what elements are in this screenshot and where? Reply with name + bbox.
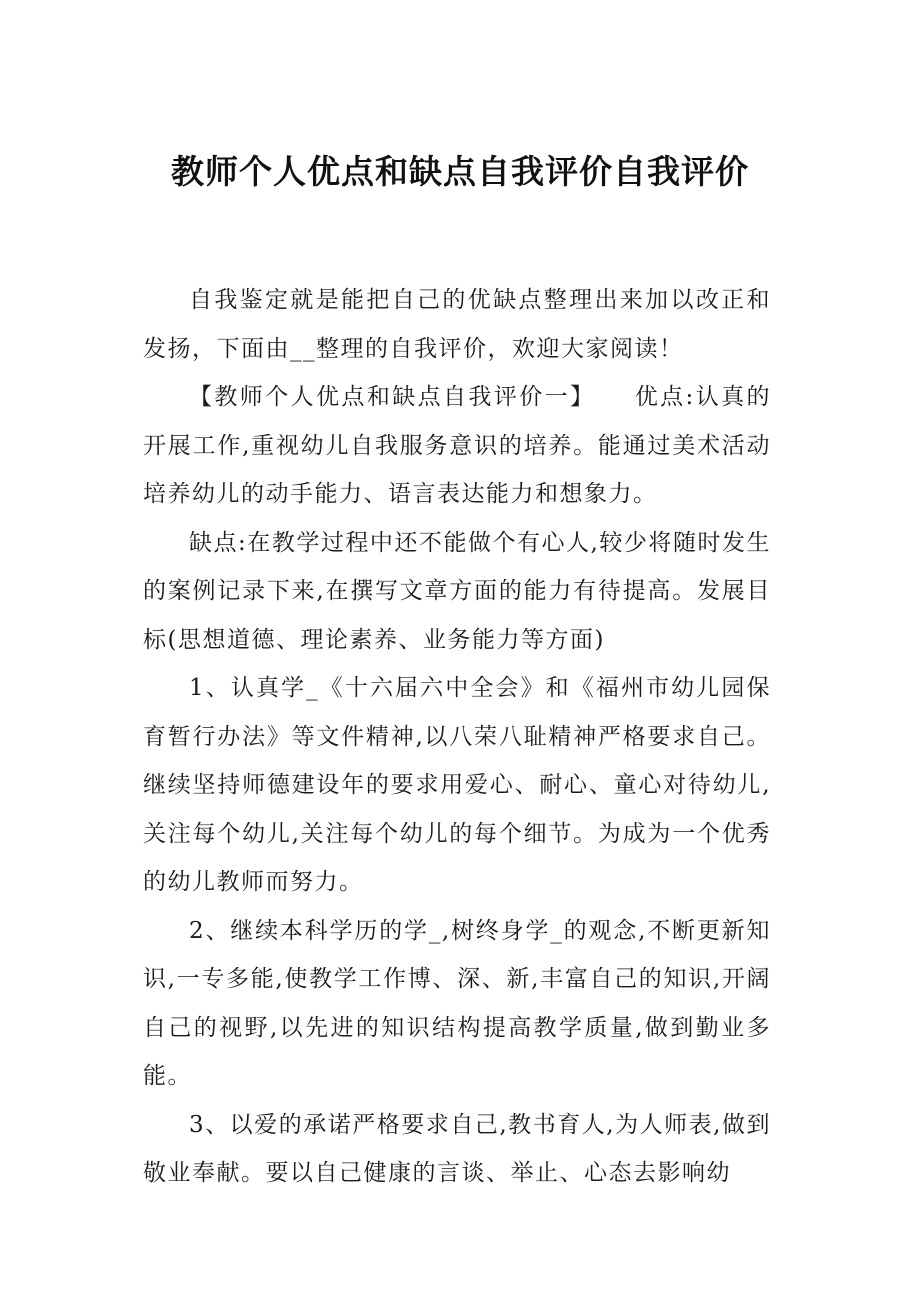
page-title: 教师个人优点和缺点自我评价自我评价	[171, 152, 749, 191]
document-body	[143, 276, 771, 1198]
paragraph-strengths: 【教师个人优点和缺点自我评价一】 优点:认真的开展工作,重视幼儿自我服务意识的培养。能通过美术活动培养幼儿的动手能力、语言表达能力和想象力。	[143, 384, 771, 507]
paragraph-intro: 自我鉴定就是能把自己的优缺点整理出来加以改正和发扬，下面由__整理的自我评价，欢迎大家阅读！	[143, 287, 771, 362]
paragraph-weaknesses: 缺点:在教学过程中还不能做个有心人,较少将随时发生的案例记录下来,在撰写文章方面的能力有待提高。发展目标(思想道德、理论素养、业务能力等方面)	[143, 529, 771, 653]
paragraph-goal-3: 3、以爱的承诺严格要求自己,教书育人,为人师表,做到敬业奉献。要以自己健康的言谈、举止、心态去影响幼	[143, 1111, 771, 1186]
paragraph-goal-1: 1、认真学_《十六届六中全会》和《福州市幼儿园保育暂行办法》等文件精神,以八荣八耻精神严格要求自己。继续坚持师德建设年的要求用爱心、耐心、童心对待幼儿,关注每个幼儿,关注每个幼儿的每个细节。为成为一个优秀的幼儿教师而努力。	[143, 675, 771, 895]
paragraph-goal-2: 2、继续本科学历的学_,树终身学_的观念,不断更新知识,一专多能,使教学工作博、深、新,丰富自己的知识,开阔自己的视野,以先进的知识结构提高教学质量,做到勤业多能。	[143, 917, 771, 1089]
